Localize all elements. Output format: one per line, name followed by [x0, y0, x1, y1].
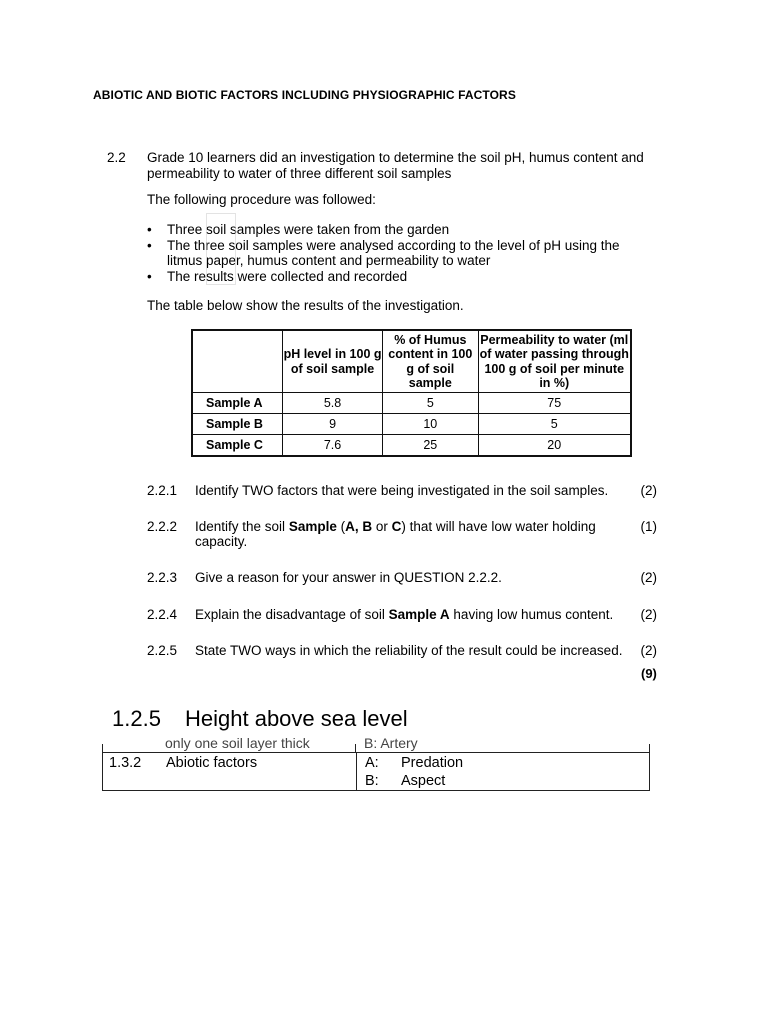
subquestion-marks: (2) [640, 483, 657, 498]
clipped-left-text: only one soil layer thick [165, 735, 310, 751]
table-row [103, 753, 650, 791]
humus-cell: 5 [383, 393, 478, 414]
subquestion-text: Identify TWO factors that were being investigated in the soil samples. [195, 483, 609, 498]
choice-option [357, 772, 649, 790]
section-title: Height above sea level [185, 706, 408, 731]
text-part: ( [336, 519, 346, 534]
row-label: Sample A [192, 393, 282, 414]
section-heading [112, 706, 408, 732]
table-row [192, 435, 631, 457]
results-table [191, 329, 632, 457]
bold-part: Sample [288, 519, 337, 534]
subquestion-text: Give a reason for your answer in QUESTION 2.2.2. [195, 570, 502, 585]
procedure-step: • Three soil samples were taken from the garden [147, 222, 647, 238]
procedure-intro: The following procedure was followed: [147, 192, 376, 207]
permeability-cell: 75 [478, 393, 631, 414]
choice-options-cell [357, 753, 650, 791]
permeability-cell: 5 [478, 414, 631, 435]
total-marks: (9) [641, 666, 657, 681]
header-ph: pH level in 100 g of soil sample [282, 330, 382, 393]
text-part: having low humus content. [449, 607, 614, 622]
table-intro: The table below show the results of the investigation. [147, 298, 464, 313]
ph-cell: 9 [282, 414, 382, 435]
bold-part: C [391, 519, 402, 534]
choice-table [102, 752, 650, 791]
library-stamp-watermark [206, 213, 236, 285]
table-row [192, 393, 631, 414]
bold-part: A, B [345, 519, 373, 534]
text-part: or [372, 519, 392, 534]
ph-cell: 5.8 [282, 393, 382, 414]
choice-term: Abiotic factors [166, 755, 258, 771]
option-letter: A: [365, 755, 379, 771]
procedure-step: • The results were collected and recorded [147, 269, 647, 285]
question-number: 2.2 [107, 150, 126, 165]
clipped-table-row [102, 735, 650, 752]
subquestion-number: 2.2.5 [147, 643, 178, 658]
header-blank [192, 330, 282, 393]
choice-number: 1.3.2 [109, 755, 142, 771]
subquestion-marks: (2) [640, 607, 657, 622]
subquestion-marks: (1) [640, 519, 657, 534]
question-text: Grade 10 learners did an investigation to determine the soil pH, humus content and permeability to water of three different soil samples [147, 150, 644, 181]
table-border-line [102, 744, 103, 752]
subquestion-text [195, 519, 615, 549]
row-label: Sample C [192, 435, 282, 457]
ph-cell: 7.6 [282, 435, 382, 457]
subquestion-text [195, 607, 615, 622]
table-row [192, 414, 631, 435]
option-text: Predation [401, 755, 464, 771]
humus-cell: 25 [383, 435, 478, 457]
option-text: Aspect [401, 773, 446, 789]
option-letter: B: [365, 773, 379, 789]
text-part: Explain the disadvantage of soil [195, 607, 389, 622]
table-border-line [355, 744, 356, 752]
table-border-line [649, 744, 650, 752]
subquestion-text: State TWO ways in which the reliability of the result could be increased. [195, 643, 623, 658]
row-label: Sample B [192, 414, 282, 435]
text-part: Identify the soil [195, 519, 289, 534]
permeability-cell: 20 [478, 435, 631, 457]
page-heading: ABIOTIC AND BIOTIC FACTORS INCLUDING PHYSIOGRAPHIC FACTORS [93, 88, 516, 102]
subquestion-number: 2.2.1 [147, 483, 178, 498]
header-humus: % of Humus content in 100 g of soil sample [383, 330, 478, 393]
subquestion-marks: (2) [640, 643, 657, 658]
choice-option [357, 754, 649, 772]
humus-cell: 10 [383, 414, 478, 435]
bold-part: Sample A [388, 607, 450, 622]
subquestion-number: 2.2.2 [147, 519, 178, 534]
table-header-row [192, 330, 631, 393]
header-permeability: Permeability to water (ml of water passing through 100 g of soil per minute in %) [478, 330, 631, 393]
subquestion-number: 2.2.4 [147, 607, 178, 622]
choice-term-cell [103, 753, 357, 791]
subquestion-number: 2.2.3 [147, 570, 178, 585]
clipped-right-text: B: Artery [364, 735, 418, 751]
procedure-step: • The three soil samples were analysed according to the level of pH using the litmus paper, humus content and permeability to water [147, 238, 647, 269]
subquestion-marks: (2) [640, 570, 657, 585]
text-part: ) that will have low water holding capacity. [195, 519, 596, 549]
section-number: 1.2.5 [112, 706, 161, 731]
